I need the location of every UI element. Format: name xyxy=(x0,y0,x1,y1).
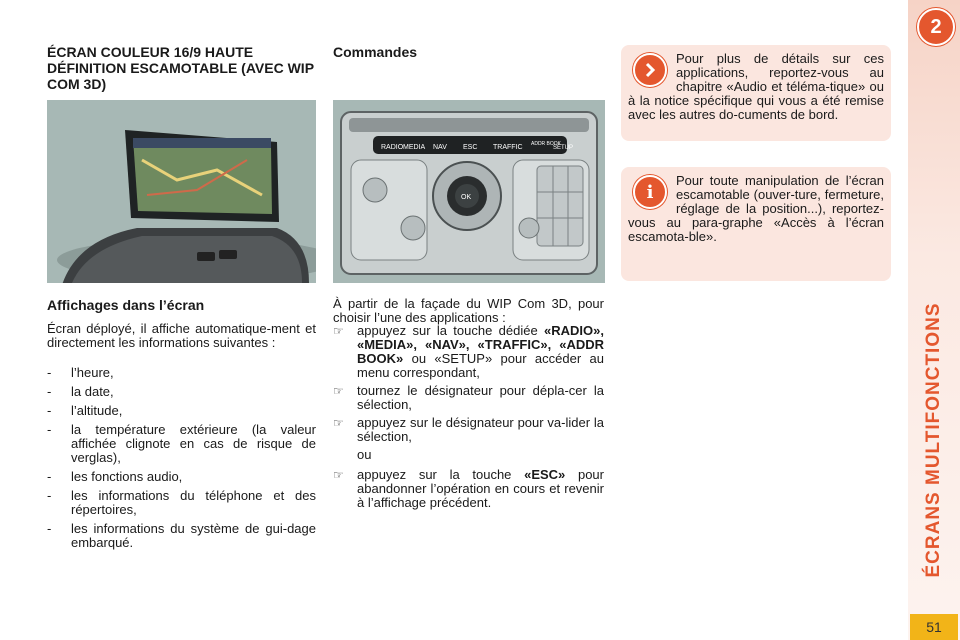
list-item: - les fonctions audio, xyxy=(47,469,183,484)
info-note-text: Pour toute manipulation de l’écran escamotable (ouver-ture, fermeture, réglage de la position...), reportez-vous au para-graphe «Accès à l’écran escamota-ble». xyxy=(628,173,884,244)
list-item: - la date, xyxy=(47,384,114,399)
or-text: ou xyxy=(357,447,372,462)
info-note-box xyxy=(621,167,891,281)
retractable-screen-photo xyxy=(47,100,316,283)
button-esc: ESC xyxy=(463,144,478,151)
commands-heading: Commandes xyxy=(333,44,418,60)
control-panel-photo xyxy=(333,100,605,283)
commands-intro: À partir de la façade du WIP Com 3D, pour choisir l’une des applications : xyxy=(333,296,604,325)
pointing-hand-icon: ☞ xyxy=(333,324,344,338)
button-radio: RADIO xyxy=(381,144,404,151)
list-item: - la température extérieure (la valeur affichée clignote en cas de risque de verglas), xyxy=(47,422,316,465)
ok-knob-label: OK xyxy=(461,194,472,201)
button-traffic: TRAFFIC xyxy=(493,144,523,151)
pointing-hand-icon: ☞ xyxy=(333,384,344,398)
commands-steps xyxy=(333,324,604,514)
section-heading: ÉCRAN COULEUR 16/9 HAUTE DÉFINITION ESCAMOTABLE (AVEC WIP COM 3D) xyxy=(47,44,314,92)
details-note-text: Pour plus de détails sur ces applications, reportez-vous au chapitre «Audio et téléma-tique» ou à la notice spécifique qui vous a été remise avec les autres do-cuments de bord. xyxy=(628,51,884,122)
list-item: ☞ appuyez sur la touche dédiée «RADIO», «MEDIA», «NAV», «TRAFFIC», «ADDR BOOK» ou «SETUP» pour accéder au menu correspondant, xyxy=(333,323,604,380)
display-subheading: Affichages dans l’écran xyxy=(47,297,205,313)
info-icon: i xyxy=(633,175,667,209)
list-item: ☞ appuyez sur la touche «ESC» pour abandonner l’opération en cours et revenir à l’affichage précédent. xyxy=(333,467,604,510)
list-item: ☞ appuyez sur le désignateur pour va-lider la sélection, xyxy=(333,415,604,444)
pointing-hand-icon: ☞ xyxy=(333,468,344,482)
button-nav: NAV xyxy=(433,144,447,151)
chapter-number-badge: 2 xyxy=(917,8,955,46)
list-item: - l’altitude, xyxy=(47,403,123,418)
display-intro: Écran déployé, il affiche automatique-ment et directement les informations suivantes : xyxy=(47,321,316,350)
button-media: MEDIA xyxy=(403,144,426,151)
button-addr-book: ADDR BOOK xyxy=(531,141,562,147)
display-info-list xyxy=(47,366,316,555)
chevron-right-icon xyxy=(633,53,667,87)
button-setup: SETUP xyxy=(553,145,574,151)
pointing-hand-icon: ☞ xyxy=(333,416,344,430)
details-note-box xyxy=(621,45,891,141)
list-item: - l’heure, xyxy=(47,365,114,380)
page-number: 51 xyxy=(910,614,958,640)
list-item: ☞ tournez le désignateur pour dépla-cer la sélection, xyxy=(333,383,604,412)
list-item: - les informations du téléphone et des répertoires, xyxy=(47,488,316,517)
chapter-title: ÉCRANS MULTIFONCTIONS xyxy=(923,302,944,578)
list-item: - les informations du système de gui-dage embarqué. xyxy=(47,521,316,550)
